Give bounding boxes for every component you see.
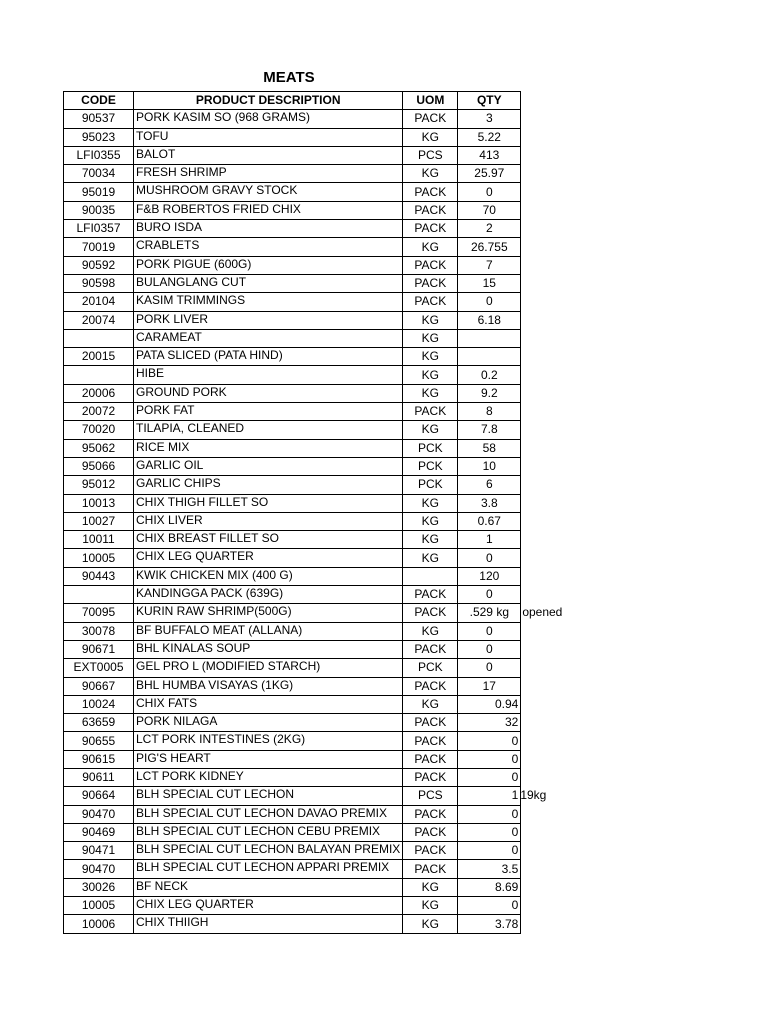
qty-value: 0 [511,770,519,785]
uom-cell: PACK [403,677,458,695]
table-row [64,348,521,366]
code-cell: 10006 [64,915,134,933]
uom-cell: KG [403,494,458,512]
uom-cell: PACK [403,604,458,622]
qty-cell [458,421,521,439]
table-row [64,403,521,421]
qty-cell [458,622,521,640]
description-cell: CHIX LIVER [134,512,403,530]
description-cell: TOFU [134,128,403,146]
qty-value: 58 [482,440,496,455]
description-cell: CARAMEAT [134,329,403,347]
qty-cell [458,787,547,805]
uom-cell: KG [403,128,458,146]
qty-value: 3.8 [480,495,498,510]
code-cell [64,586,134,604]
qty-value: 5.22 [477,129,501,144]
code-cell: LFI0357 [64,220,134,238]
uom-cell: KG [403,348,458,366]
description-cell: BLH SPECIAL CUT LECHON DAVAO PREMIX [134,805,403,823]
table-row [64,183,521,201]
uom-cell: KG [403,622,458,640]
table-row [64,256,521,274]
description-cell: F&B ROBERTOS FRIED CHIX [134,201,403,219]
code-cell: 63659 [64,714,134,732]
description-cell: HIBE [134,366,403,384]
uom-cell: PACK [403,220,458,238]
code-cell: 90655 [64,732,134,750]
qty-value: 3 [485,111,493,126]
uom-cell: PCK [403,457,458,475]
qty-value: 7 [485,257,493,272]
table-row [64,494,521,512]
qty-cell [458,476,521,494]
qty-cell [458,201,521,219]
qty-cell [458,110,521,128]
table-row [64,823,521,841]
uom-cell: PACK [403,714,458,732]
code-cell: 70020 [64,421,134,439]
code-cell [64,329,134,347]
uom-cell: PACK [403,860,458,878]
description-cell: GARLIC CHIPS [134,476,403,494]
qty-cell [458,549,521,567]
qty-cell [458,604,563,622]
table-row [64,732,521,750]
qty-value: 0 [511,843,519,858]
qty-cell [458,165,521,183]
table-row [64,659,521,677]
header-row [64,92,521,110]
code-cell: 70095 [64,604,134,622]
qty-value: 2 [485,221,493,236]
qty-value: 9.2 [480,385,498,400]
qty-cell [458,183,521,201]
description-cell: PIG'S HEART [134,750,403,768]
code-cell: 90664 [64,787,134,805]
table-row [64,220,521,238]
qty-value: 8 [485,404,493,419]
header-qty: QTY [458,92,521,110]
qty-cell [458,714,521,732]
uom-cell: PCS [403,787,458,805]
code-cell: 10005 [64,897,134,915]
qty-cell [458,677,521,695]
uom-cell: KG [403,695,458,713]
code-cell: 90615 [64,750,134,768]
qty-value: 32 [504,715,519,730]
code-cell: 95023 [64,128,134,146]
table-row [64,201,521,219]
description-cell: CHIX THIIGH [134,915,403,933]
qty-cell [458,384,521,402]
table-row [64,622,521,640]
qty-value: 1 [511,788,519,803]
description-cell: CHIX LEG QUARTER [134,549,403,567]
table-row [64,457,521,475]
description-cell: BF BUFFALO MEAT (ALLANA) [134,622,403,640]
table-row [64,274,521,292]
code-cell: 95012 [64,476,134,494]
qty-value: 26.755 [470,239,508,254]
table-row [64,293,521,311]
table-row [64,531,521,549]
uom-cell: KG [403,366,458,384]
uom-cell: PACK [403,823,458,841]
code-cell: EXT0005 [64,659,134,677]
code-cell: 20006 [64,384,134,402]
qty-value: 0 [485,642,493,657]
code-cell: 90035 [64,201,134,219]
qty-value: 0 [485,587,493,602]
code-cell: 90592 [64,256,134,274]
qty-value: 7.8 [480,422,498,437]
table-row [64,768,521,786]
code-cell: 90470 [64,860,134,878]
description-cell: PORK PIGUE (600G) [134,256,403,274]
code-cell: 95066 [64,457,134,475]
table-row [64,476,521,494]
uom-cell: PACK [403,586,458,604]
description-cell: LCT PORK KIDNEY [134,768,403,786]
qty-cell [458,238,521,256]
qty-cell [458,220,521,238]
code-cell: 95062 [64,439,134,457]
description-cell: BF NECK [134,878,403,896]
qty-cell [458,640,521,658]
header-code: CODE [64,92,134,110]
description-cell: KANDINGGA PACK (639G) [134,586,403,604]
qty-cell [458,586,521,604]
code-cell: 10011 [64,531,134,549]
description-cell: PORK FAT [134,403,403,421]
description-cell: LCT PORK INTESTINES (2KG) [134,732,403,750]
description-cell: PORK LIVER [134,311,403,329]
qty-cell [458,348,521,366]
description-cell: BHL HUMBA VISAYAS (1KG) [134,677,403,695]
table-row [64,146,521,164]
uom-cell: KG [403,421,458,439]
qty-value: 0 [511,898,519,913]
qty-value: 6.18 [477,312,501,327]
description-cell: BLH SPECIAL CUT LECHON [134,787,403,805]
header-description: PRODUCT DESCRIPTION [134,92,403,110]
qty-cell [458,256,521,274]
uom-cell: PCK [403,659,458,677]
qty-value: .529 kg [469,605,509,620]
qty-value: 70 [482,202,496,217]
qty-note: 19kg [520,788,547,803]
qty-value: 413 [479,148,500,163]
qty-cell [458,146,521,164]
qty-value: 0 [511,825,519,840]
header-uom: UOM [403,92,458,110]
qty-cell [458,915,521,933]
table-row [64,640,521,658]
qty-value: 15 [482,276,496,291]
code-cell: 10027 [64,512,134,530]
uom-cell: KG [403,512,458,530]
description-cell: GROUND PORK [134,384,403,402]
qty-cell [458,531,521,549]
uom-cell: PACK [403,293,458,311]
table-row [64,842,521,860]
uom-cell: PACK [403,732,458,750]
uom-cell: KG [403,311,458,329]
table-row [64,165,521,183]
code-cell: 95019 [64,183,134,201]
qty-cell [458,842,521,860]
description-cell: CHIX THIGH FILLET SO [134,494,403,512]
uom-cell: KG [403,549,458,567]
code-cell: 70019 [64,238,134,256]
qty-value: 0 [511,733,519,748]
description-cell: GARLIC OIL [134,457,403,475]
table-row [64,805,521,823]
description-cell: CHIX LEG QUARTER [134,897,403,915]
table-row [64,860,521,878]
table-row [64,110,521,128]
code-cell: LFI0355 [64,146,134,164]
table-row [64,128,521,146]
description-cell: BULANGLANG CUT [134,274,403,292]
qty-value: 3.78 [494,916,519,931]
qty-cell [458,439,521,457]
table-row [64,238,521,256]
qty-cell [458,860,521,878]
code-cell: 90667 [64,677,134,695]
qty-value: 0 [485,184,493,199]
description-cell: CHIX FATS [134,695,403,713]
qty-cell [458,512,521,530]
description-cell: BURO ISDA [134,220,403,238]
description-cell: PATA SLICED (PATA HIND) [134,348,403,366]
table-row [64,878,521,896]
qty-cell [458,366,521,384]
code-cell: 30026 [64,878,134,896]
description-cell: CRABLETS [134,238,403,256]
qty-cell [458,293,521,311]
table-row [64,714,521,732]
qty-cell [458,457,521,475]
table-row [64,915,521,933]
uom-cell: PACK [403,274,458,292]
qty-cell [458,750,521,768]
qty-cell [458,329,521,347]
description-cell: BHL KINALAS SOUP [134,640,403,658]
qty-value: 8.69 [494,879,519,894]
table-row [64,439,521,457]
qty-value: 6 [485,477,493,492]
qty-cell [458,311,521,329]
table-row [64,897,521,915]
description-cell: KURIN RAW SHRIMP(500G) [134,604,403,622]
uom-cell: PCS [403,146,458,164]
uom-cell: PCK [403,476,458,494]
qty-value: 3.5 [501,861,519,876]
uom-cell [403,567,458,585]
description-cell: MUSHROOM GRAVY STOCK [134,183,403,201]
qty-value: 0 [485,660,493,675]
qty-cell [458,567,521,585]
qty-value: 10 [482,459,496,474]
code-cell: 20015 [64,348,134,366]
qty-value: 0 [485,550,493,565]
description-cell: BLH SPECIAL CUT LECHON CEBU PREMIX [134,823,403,841]
qty-cell [458,768,521,786]
table-row [64,549,521,567]
table-row [64,695,521,713]
code-cell: 90537 [64,110,134,128]
qty-value: 17 [482,678,496,693]
qty-cell [458,805,521,823]
uom-cell: PACK [403,256,458,274]
qty-value: 0 [485,623,493,638]
description-cell: BLH SPECIAL CUT LECHON APPARI PREMIX [134,860,403,878]
uom-cell: KG [403,384,458,402]
description-cell: PORK NILAGA [134,714,403,732]
code-cell: 90471 [64,842,134,860]
code-cell: 30078 [64,622,134,640]
qty-value: 0 [511,751,519,766]
uom-cell: KG [403,915,458,933]
description-cell: FRESH SHRIMP [134,165,403,183]
description-cell: BLH SPECIAL CUT LECHON BALAYAN PREMIX [134,842,403,860]
uom-cell: KG [403,897,458,915]
table-row [64,750,521,768]
description-cell: GEL PRO L (MODIFIED STARCH) [134,659,403,677]
uom-cell: KG [403,878,458,896]
qty-cell [458,403,521,421]
code-cell: 10005 [64,549,134,567]
uom-cell: PACK [403,201,458,219]
table-row [64,604,521,622]
qty-value: 0.94 [494,696,519,711]
code-cell: 20072 [64,403,134,421]
description-cell: KASIM TRIMMINGS [134,293,403,311]
qty-note: opened [522,605,563,620]
code-cell: 10024 [64,695,134,713]
code-cell: 20074 [64,311,134,329]
table-row [64,567,521,585]
qty-value: 1 [485,532,493,547]
qty-cell [458,897,521,915]
uom-cell: PACK [403,750,458,768]
qty-cell [458,128,521,146]
qty-cell [458,659,521,677]
table-row [64,384,521,402]
table-row [64,677,521,695]
qty-cell [458,274,521,292]
code-cell [64,366,134,384]
qty-value: 0.67 [477,513,501,528]
uom-cell: KG [403,531,458,549]
description-cell: KWIK CHICKEN MIX (400 G) [134,567,403,585]
table-row [64,329,521,347]
code-cell: 90470 [64,805,134,823]
uom-cell: PCK [403,439,458,457]
code-cell: 20104 [64,293,134,311]
uom-cell: KG [403,329,458,347]
uom-cell: PACK [403,768,458,786]
uom-cell: PACK [403,403,458,421]
table-row [64,787,521,805]
uom-cell: PACK [403,640,458,658]
qty-cell [458,732,521,750]
description-cell: RICE MIX [134,439,403,457]
uom-cell: PACK [403,110,458,128]
uom-cell: PACK [403,183,458,201]
code-cell: 70034 [64,165,134,183]
description-cell: TILAPIA, CLEANED [134,421,403,439]
qty-cell [458,823,521,841]
table-row [64,311,521,329]
code-cell: 90671 [64,640,134,658]
qty-value: 0 [485,294,493,309]
uom-cell: PACK [403,805,458,823]
qty-value: 0.2 [480,367,498,382]
uom-cell: KG [403,165,458,183]
code-cell: 90443 [64,567,134,585]
uom-cell: KG [403,238,458,256]
qty-cell [458,878,521,896]
code-cell: 90469 [64,823,134,841]
table-row [64,512,521,530]
code-cell: 10013 [64,494,134,512]
qty-cell [458,695,521,713]
table-row [64,366,521,384]
qty-value: 120 [479,568,500,583]
code-cell: 90611 [64,768,134,786]
description-cell: BALOT [134,146,403,164]
description-cell: CHIX BREAST FILLET SO [134,531,403,549]
sheet-title: MEATS [263,69,315,86]
code-cell: 90598 [64,274,134,292]
table-row [64,586,521,604]
uom-cell: PACK [403,842,458,860]
qty-value: 25.97 [474,166,505,181]
table-row [64,421,521,439]
description-cell: PORK KASIM SO (968 GRAMS) [134,110,403,128]
inventory-table [63,91,563,934]
qty-value: 0 [511,806,519,821]
qty-cell [458,494,521,512]
